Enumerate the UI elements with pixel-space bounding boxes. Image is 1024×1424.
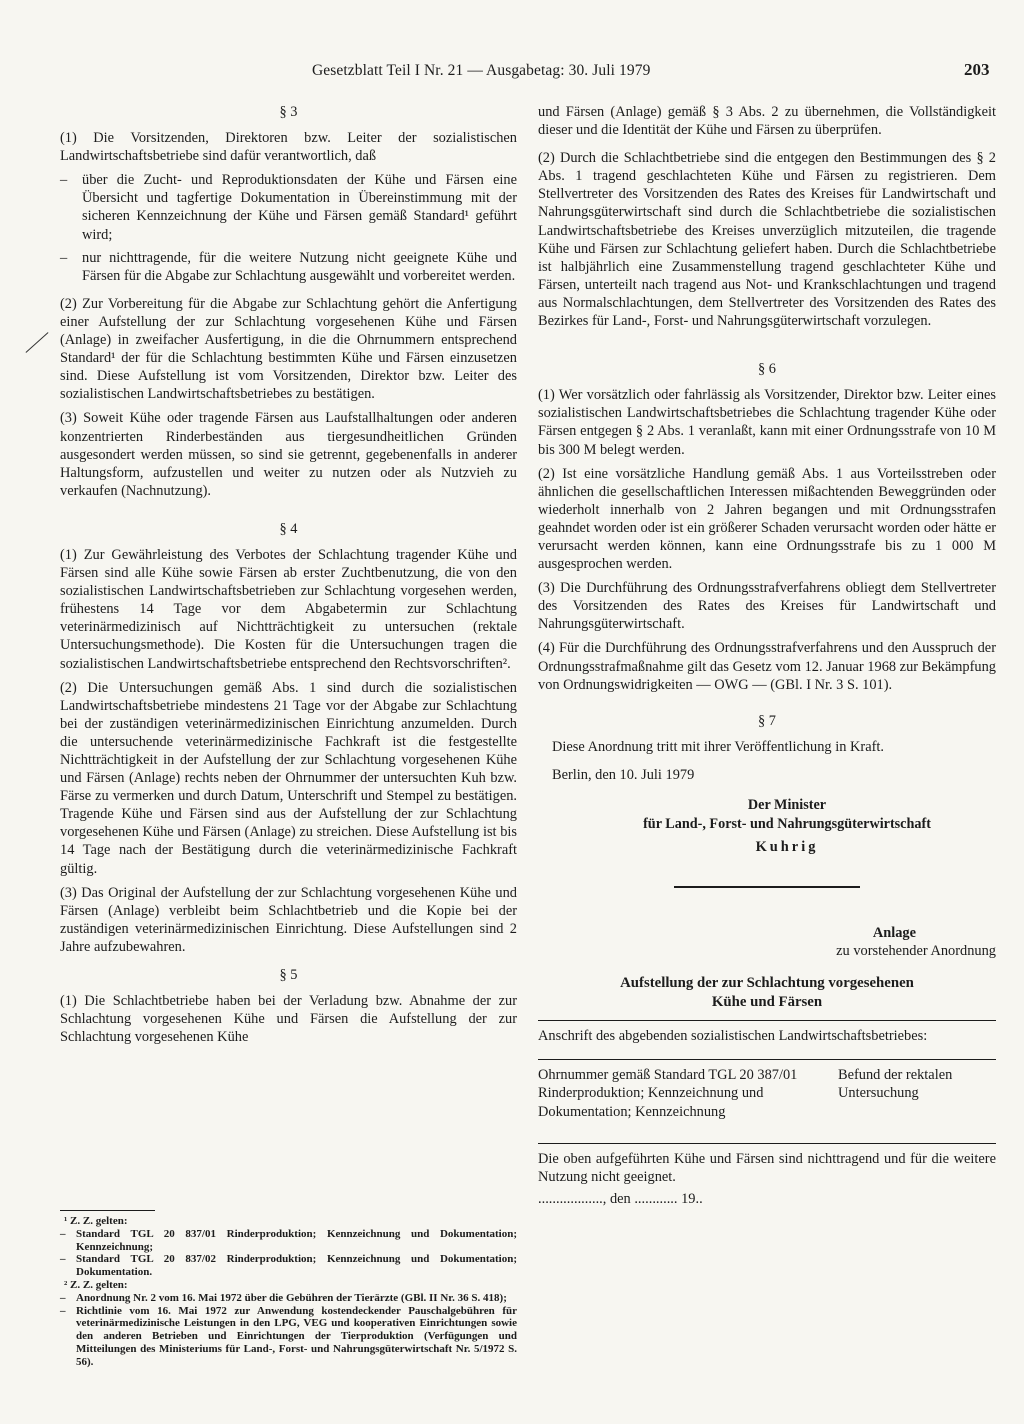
running-header: Gesetzblatt Teil I Nr. 21 — Ausgabetag: 30. Juli 1979 <box>312 62 651 79</box>
footnote-text: Anordnung Nr. 2 vom 16. Mai 1972 über die Gebühren der Tierärzte (GBl. II Nr. 36 S. 418); <box>76 1291 507 1304</box>
footnote-item: – Standard TGL 20 837/02 Rinderproduktion; Kennzeichnung und Dokumentation; Dokumentation. <box>60 1253 517 1279</box>
s4-paragraph-3: (3) Das Original der Aufstellung der zur Schlachtung vorgesehenen Kühe und Färsen (Anlage) verbleibt beim Schlachtbetrieb und die Kopie bei der zuständigen veterinärmedizinischen Einrichtung. Diese Aufstellungen sind 2 Jahre aufzubewahren. <box>60 884 517 955</box>
dash-bullet: – <box>60 249 68 266</box>
s6-paragraph-2: (2) Ist eine vorsätzliche Handlung gemäß Abs. 1 aus Vorteilsstreben oder ähnlichen die gesellschaftlichen Interessen mißachtenden Beweggründen oder wiederholt innerhalb von 2 Jahren begangen und mit Ordnungsstrafen geahndet worden oder ist ein größerer Schaden verursacht worden oder hätte er verursacht werden können, kann eine Ordnungsstrafe bis zu 1 000 M ausgesprochen werden. <box>538 465 996 573</box>
footnote-item: – Standard TGL 20 837/01 Rinderproduktion; Kennzeichnung und Dokumentation; Kennzeichnung; <box>60 1227 517 1253</box>
footnote-text: Standard TGL 20 837/01 Rinderproduktion; Kennzeichnung und Dokumentation; Kennzeichnung; <box>76 1227 517 1253</box>
anlage-table-header <box>538 1059 996 1120</box>
s6-paragraph-4: (4) Für die Durchführung des Ordnungsstrafverfahrens und den Ausspruch der Ordnungsstrafmaßnahme gilt das Gesetz vom 12. Januar 1968 zur Bekämpfung von Ordnungswidrigkeiten — OWG — (GBl. I Nr. 3 S. 101). <box>538 640 996 693</box>
footnote-item: – Richtlinie vom 16. Mai 1972 zur Anwendung kostendeckender Pauschalgebühren für veterinärmedizinische Leistungen in den LPG, VEG und kooperativen Einrichtungen sowie den anderen Betrieben und Einrichtungen der Tierproduktion (Verfügungen und Mitteilungen des Ministeriums für Land-, Forst- und Nahrungsgüterwirtschaft Nr. 5/1972 S. 56). <box>60 1304 517 1368</box>
signature-block <box>578 796 996 856</box>
anlage-address-field: Anschrift des abgebenden sozialistischen Landwirtschaftsbetriebes: <box>538 1020 996 1045</box>
right-column <box>538 103 996 1208</box>
s6-paragraph-3: (3) Die Durchführung des Ordnungsstrafverfahrens obliegt dem Stellvertreter des Vorsitzenden des Rates des Kreises für Landwirtschaft und Nahrungsgüterwirtschaft. <box>538 580 996 633</box>
separator <box>538 886 996 888</box>
margin-pencil-mark <box>26 332 49 353</box>
section-3-heading: § 3 <box>279 104 298 120</box>
s4-paragraph-2: (2) Die Untersuchungen gemäß Abs. 1 sind durch die sozialistischen Landwirtschaftsbetriebe mindestens 21 Tage vor der Abgabe zur Schlachtung bei der zuständigen veterinärmedizinischen Einrichtung anzumelden. Durch die untersuchende veterinärmedizinische Fachkraft ist die festgestellte Nichtträchtigkeit in der Aufstellung der zur Schlachtung vorgesehenen Kühe und Färsen (Anlage) rechts neben der Ohrnummer der untersuchten Kuh bzw. Färse zu vermerken und durch Datum, Unterschrift und Stempel zu bestätigen. Tragende Kühe und Färsen sind aus der Aufstellung der zur Schlachtung vorgesehenen Kühe und Färsen (Anlage) zu streichen. Diese Aufstellung ist bis 14 Tage nach der Bestätigung durch die veterinärmedizinische Fachkraft gültig. <box>60 679 517 877</box>
dash-bullet: – <box>60 172 68 189</box>
section-5-heading: § 5 <box>279 967 298 984</box>
s3-dash-item-1 <box>60 171 517 243</box>
signature-title: Der Minister <box>747 797 827 813</box>
s3-dash-text-1: über die Zucht- und Reproduktionsdaten der Kühe und Färsen eine Übersicht und tagfertige Dokumentation in Übereinstimmung mit der sicheren Kennzeichnung der Kühe und Färsen gemäß Standard¹ geführt wird; <box>82 172 517 243</box>
s4-paragraph-1: (1) Zur Gewährleistung des Verbotes der Schlachtung tragender Kühe und Färsen sind alle Kühe sowie Färsen ab erster Zuchtbenutzung, die von den sozialistischen Landwirtschaftsbetrieben zur Schlachtung vorgesehen werden, frühestens 14 Tage vor dem Abgabetermin zur Schlachtung veterinärmedizinisch auf Nichtträchtigkeit zu untersuchen (rektale Untersuchungsmethode). Die Kosten für die Untersuchungen tragen die sozialistischen Landwirtschaftsbetriebe entsprechend den Rechtsvorschriften². <box>60 546 517 672</box>
footnotes <box>60 1210 517 1369</box>
section-7-heading: § 7 <box>758 712 776 729</box>
footnote-rule <box>60 1210 155 1211</box>
section-6-heading: § 6 <box>758 361 776 378</box>
s3-dash-item-2 <box>60 249 517 285</box>
signature-name: Kuhrig <box>755 839 819 855</box>
anlage-column-findings: Befund der rektalen Untersuchung <box>838 1067 953 1102</box>
s3-paragraph-3: (3) Soweit Kühe oder tragende Färsen aus Laufstallhaltungen oder anderen konzentrierten Rinderbeständen aus tiergesundheitlichen Gründen ausgesondert werden müssen, so sind sie getrennt, gegebenenfalls in anderer Haltungsform, aufzustellen und weiter zu nutzen oder als Nutzvieh zu verkaufen (Nachnutzung). <box>60 410 517 499</box>
anlage-subtitle: zu vorstehender Anordnung <box>836 943 996 960</box>
page-number: 203 <box>964 60 990 79</box>
footnote-text: Standard TGL 20 837/02 Rinderproduktion; Kennzeichnung und Dokumentation; Dokumentation. <box>76 1253 517 1279</box>
section-4-heading: § 4 <box>279 520 298 537</box>
s5-continuation: und Färsen (Anlage) gemäß § 3 Abs. 2 zu übernehmen, die Vollständigkeit dieser und die Identität der Kühe und Färsen zu überprüfen. <box>538 104 996 139</box>
footnote-item: – Anordnung Nr. 2 vom 16. Mai 1972 über die Gebühren der Tierärzte (GBl. II Nr. 36 S. 418); <box>60 1292 517 1305</box>
s5-paragraph-2: (2) Durch die Schlachtbetriebe sind die entgegen den Bestimmungen des § 2 Abs. 1 tragend geschlachteten Kühe und Färsen zu registrieren. Dem Stellvertreter des Vorsitzenden des Rates des Kreises für Landwirtschaft und Nahrungsgüterwirtschaft sind durch die Schlachtbetriebe die sozialistischen Landwirtschaftsbetriebe des Kreises unverzüglich mitzuteilen, die tragende Kühe und Färsen zur Schlachtung geliefert haben. Durch die Schlachtbetriebe ist halbjährlich eine Zusammenstellung tragend geschlachteter Kühe und Färsen, unterteilt nach tragend aus Not- und Krankschlachtungen und tragend aus Normalschlachtungen, dem Stellvertreter des Vorsitzenden des Rates des Bezirkes für Land-, Forst- und Nahrungsgüterwirtschaft vorzulegen. <box>538 150 996 330</box>
anlage-label: Anlage <box>872 925 916 942</box>
anlage-title-line-2: Kühe und Färsen <box>711 994 823 1011</box>
s7-paragraph-1: Diese Anordnung tritt mit ihrer Veröffentlichung in Kraft. <box>552 738 884 755</box>
left-column <box>60 103 517 1052</box>
anlage-column-ear-number: Ohrnummer gemäß Standard TGL 20 387/01 Rinderproduktion; Kennzeichnung und Dokumentation; Kennzeichnung <box>538 1067 798 1120</box>
s3-dash-text-2: nur nichttragende, für die weitere Nutzung nicht geeignete Kühe und Färsen für die Abgabe zur Schlachtung ausgewählt und vorbereitet werden. <box>82 249 517 284</box>
anlage-date-line: .................., den ............ 19.. <box>538 1190 703 1207</box>
s6-paragraph-1: (1) Wer vorsätzlich oder fahrlässig als Vorsitzender, Direktor bzw. Leiter eines sozialistischen Landwirtschaftsbetriebes die Schlachtung tragender Kühe oder Färsen entgegen § 2 Abs. 1 veranlaßt, kann mit einer Ordnungsstrafe von 10 M bis 300 M belegt werden. <box>538 387 996 458</box>
footnote-1-intro: ¹ Z. Z. gelten: <box>64 1215 128 1227</box>
separator-rule <box>674 886 860 888</box>
s3-paragraph-2: (2) Zur Vorbereitung für die Abgabe zur Schlachtung gehört die Anfertigung einer Aufstellung der zur Schlachtung vorgesehenen Kühe und Färsen (Anlage) in zweifacher Ausfertigung, in die die Ohrnummern entsprechend Standard¹ der für die Schlachtung bestimmten Kühe und Färsen einzusetzen sind. Diese Aufstellung ist vom Vorsitzenden, Direktor bzw. Leiter des sozialistischen Landwirtschaftsbetriebes zu bestätigen. <box>60 295 517 403</box>
anlage-closing: Die oben aufgeführten Kühe und Färsen sind nichttragend und für die weitere Nutzung nicht geeignet. <box>538 1143 996 1186</box>
signature-ministry: für Land-, Forst- und Nahrungsgüterwirtschaft <box>643 816 931 832</box>
s5-paragraph-1: (1) Die Schlachtbetriebe haben bei der Verladung bzw. Abnahme der zur Schlachtung vorgesehenen Kühe und Färsen die Aufstellung der zur Schlachtung vorgesehenen Kühe <box>60 993 517 1046</box>
s3-paragraph-1: (1) Die Vorsitzenden, Direktoren bzw. Leiter der sozialistischen Landwirtschaftsbetriebe sind dafür verantwortlich, daß <box>60 130 517 165</box>
anlage-title-line-1: Aufstellung der zur Schlachtung vorgesehenen <box>620 975 914 992</box>
footnote-text: Richtlinie vom 16. Mai 1972 zur Anwendung kostendeckender Pauschalgebühren für veterinärmedizinische Leistungen in den LPG, VEG und kooperativen Einrichtungen sowie den anderen Betrieben und Einrichtungen der Tierproduktion (Verfügungen und Mitteilungen des Ministeriums für Land-, Forst- und Nahrungsgüterwirtschaft Nr. 5/1972 S. 56). <box>76 1304 517 1368</box>
place-date: Berlin, den 10. Juli 1979 <box>552 766 695 783</box>
footnote-2-intro: ² Z. Z. gelten: <box>64 1278 128 1291</box>
